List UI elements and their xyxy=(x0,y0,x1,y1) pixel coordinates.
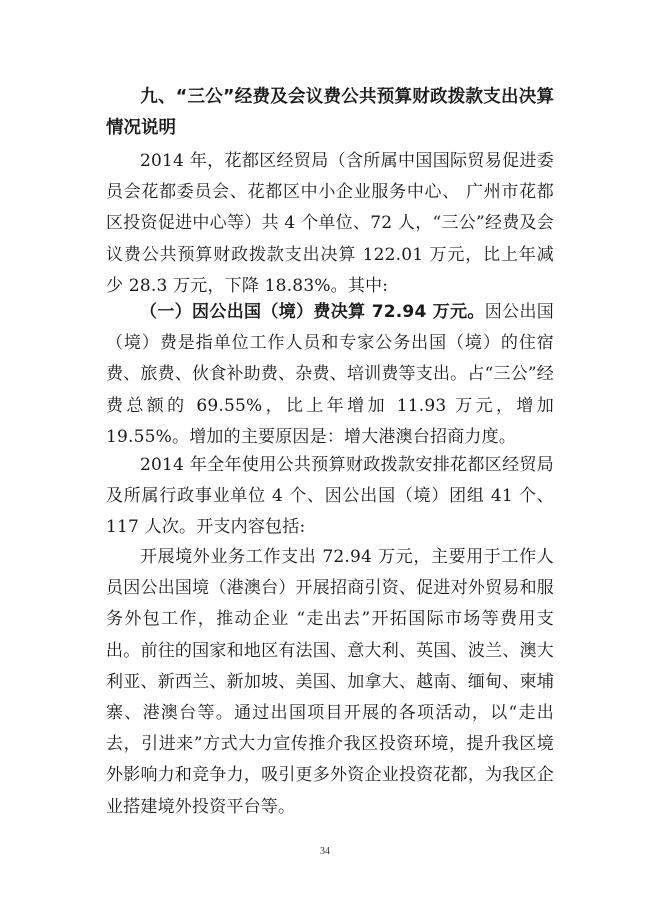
paragraph-abroad-lead: （一）因公出国（境）费决算 72.94 万元。 xyxy=(140,302,485,322)
section-heading-text: 九、“三公”经费及会议费公共预算财政拨款支出决算情况说明 xyxy=(106,87,554,138)
paragraph-summary xyxy=(106,146,554,302)
page-number: 34 xyxy=(320,846,330,857)
paragraph-details-text: 开展境外业务工作支出 72.94 万元，主要用于工作人员因公出国境（港澳台）开展招商引资、促进对外贸易和服务外包工作，推动企业 “走出去”开拓国际市场等费用支出。前往的国家和地区有法国、意大利、英国、波兰、澳大利亚、新西兰、新加坡、美国、加拿大、越南、缅甸、柬埔寨、港澳台等。通过出国项目开展的各项活动，以“走出去，引进来”方式大力宣传推介我区投资环境，提升我区境外影响力和竞争力，吸引更多外资企业投资花都，为我区企业搭建境外投资平台等。 xyxy=(106,547,554,817)
paragraph-groups xyxy=(106,450,554,544)
section-heading xyxy=(106,82,554,144)
paragraph-abroad-text: 因公出国（境）费是指单位工作人员和专家公务出国（境）的住宿费、旅费、伙食补助费、杂费、培训费等支出。占“三公”经费总额的 69.55%，比上年增加 11.93 万元，增加 19.55%。增加的主要原因是：增大港澳台招商力度。 xyxy=(106,302,554,447)
paragraph-abroad-expenses xyxy=(106,297,554,453)
paragraph-summary-text: 2014 年，花都区经贸局（含所属中国国际贸易促进委员会花都委员会、花都区中小企业服务中心、 广州市花都区投资促进中心等）共 4 个单位、72 人，“三公”经费及会议费公共预算财政拨款支出决算 122.01 万元，比上年减少 28.3 万元，下降 18.83%。其中: xyxy=(106,151,554,296)
paragraph-groups-text: 2014 年全年使用公共预算财政拨款安排花都区经贸局及所属行政事业单位 4 个、因公出国（境）团组 41 个、117 人次。开支内容包括: xyxy=(106,455,554,538)
paragraph-details xyxy=(106,542,554,823)
